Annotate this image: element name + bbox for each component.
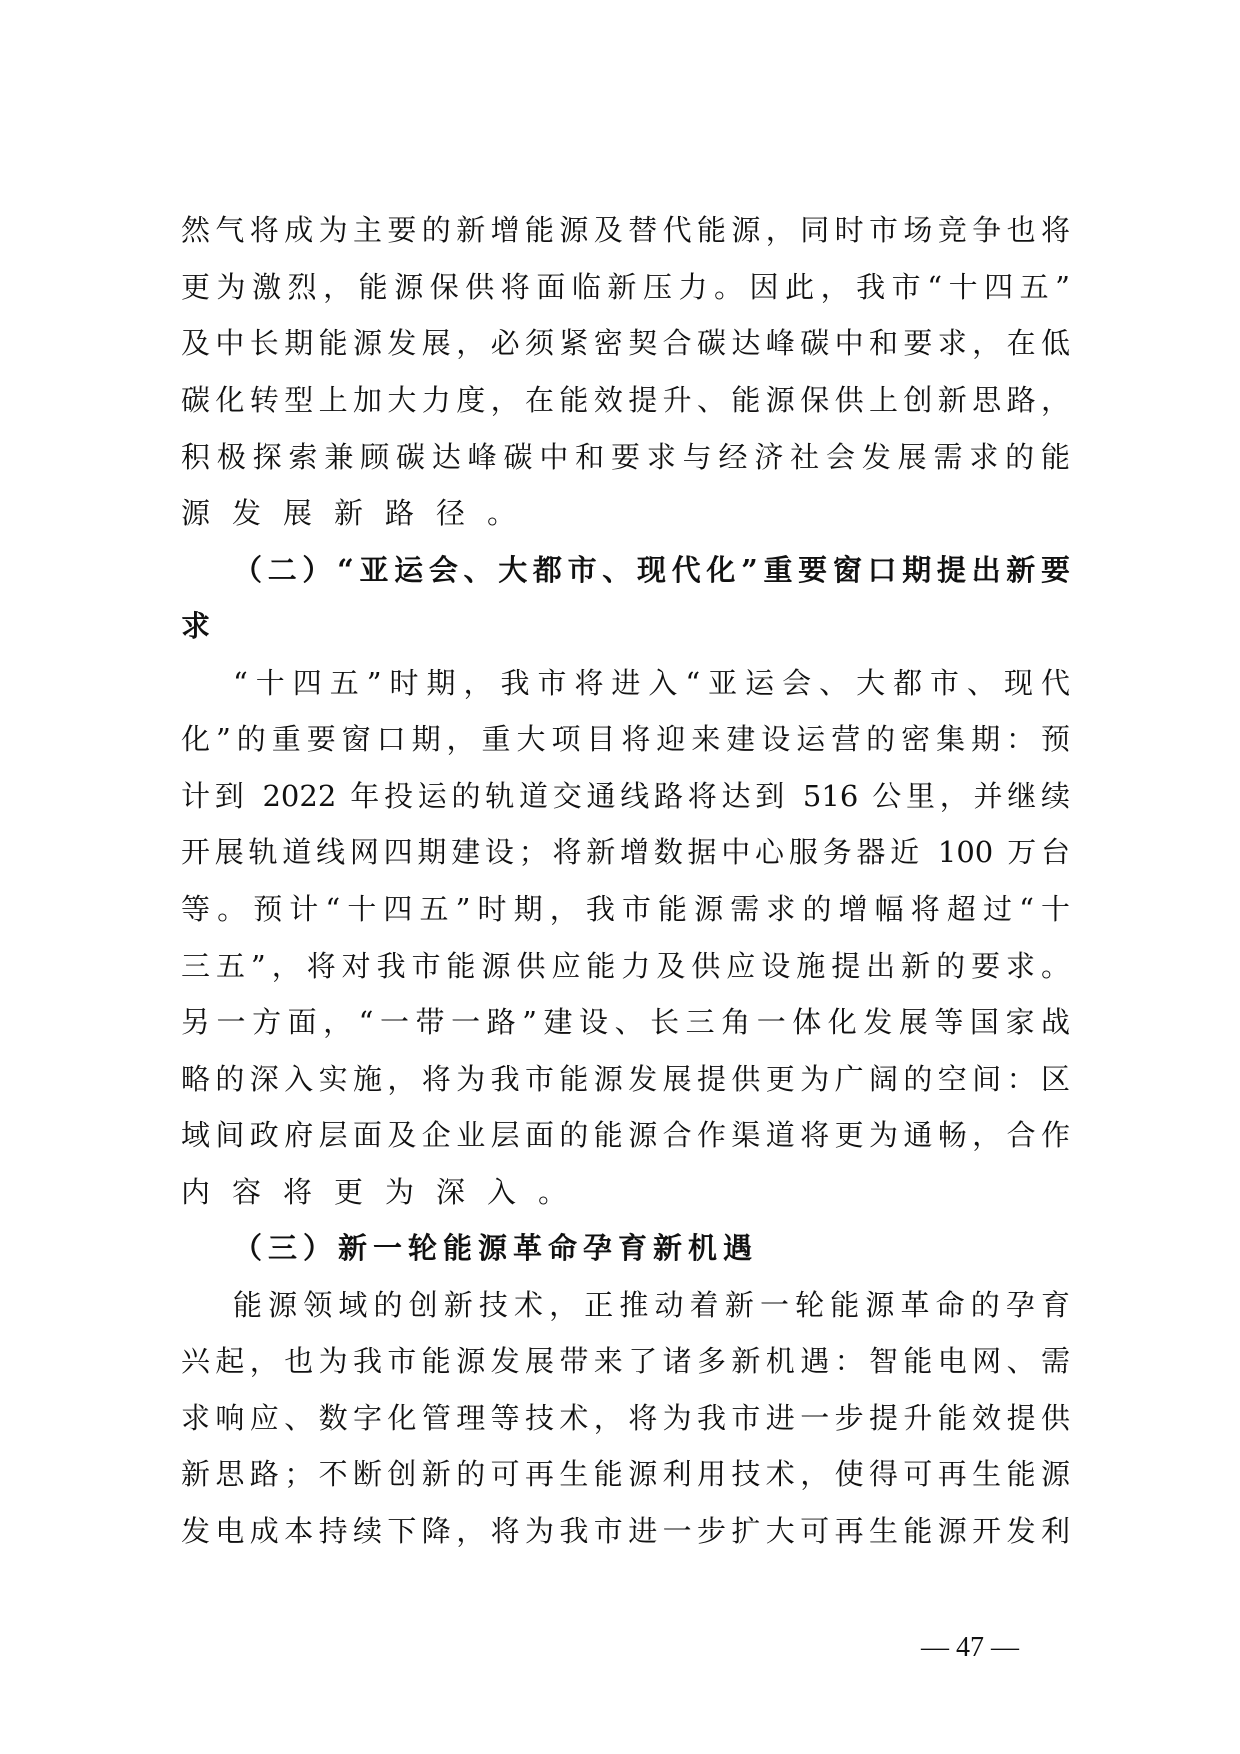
text-line: “十四五”时期，我市将进入“亚运会、大都市、现代: [233, 666, 1070, 700]
text-line: 及中长期能源发展，必须紧密契合碳达峰碳中和要求，在低: [181, 326, 1070, 360]
text-line: 等。预计“十四五”时期，我市能源需求的增幅将超过“十: [181, 892, 1070, 926]
text-line: 发电成本持续下降，将为我市进一步扩大可再生能源开发利: [181, 1514, 1070, 1548]
section-heading: （二）“亚运会、大都市、现代化”重要窗口期提出新要: [233, 553, 1070, 587]
section-heading: 求: [181, 609, 233, 643]
text-line: 另一方面，“一带一路”建设、长三角一体化发展等国家战: [181, 1005, 1070, 1039]
text-line: 内容将更为深入。: [181, 1175, 590, 1209]
text-line: 求响应、数字化管理等技术，将为我市进一步提升能效提供: [181, 1401, 1070, 1435]
text-line: 开展轨道线网四期建设；将新增数据中心服务器近 100 万台: [181, 835, 1070, 869]
page-number: — 47 —: [921, 1632, 1019, 1663]
text-line: 源发展新路径。: [181, 496, 539, 530]
text-line: 新思路；不断创新的可再生能源利用技术，使得可再生能源: [181, 1457, 1070, 1491]
text-line: 更为激烈，能源保供将面临新压力。因此，我市“十四五”: [181, 270, 1070, 304]
text-line: 积极探索兼顾碳达峰碳中和要求与经济社会发展需求的能: [181, 440, 1070, 474]
text-line: 计到 2022 年投运的轨道交通线路将达到 516 公里，并继续: [181, 779, 1070, 813]
text-line: 能源领域的创新技术，正推动着新一轮能源革命的孕育: [233, 1288, 1070, 1322]
text-line: 化”的重要窗口期，重大项目将迎来建设运营的密集期：预: [181, 722, 1070, 756]
text-line: 略的深入实施，将为我市能源发展提供更为广阔的空间：区: [181, 1062, 1070, 1096]
section-heading: （三）新一轮能源革命孕育新机遇: [233, 1231, 759, 1265]
text-line: 兴起，也为我市能源发展带来了诸多新机遇：智能电网、需: [181, 1344, 1070, 1378]
text-line: 三五”，将对我市能源供应能力及供应设施提出新的要求。: [181, 949, 1070, 983]
text-line: 域间政府层面及企业层面的能源合作渠道将更为通畅，合作: [181, 1118, 1070, 1152]
text-line: 然气将成为主要的新增能源及替代能源，同时市场竞争也将: [181, 213, 1070, 247]
text-line: 碳化转型上加大力度，在能效提升、能源保供上创新思路，: [181, 383, 1070, 417]
